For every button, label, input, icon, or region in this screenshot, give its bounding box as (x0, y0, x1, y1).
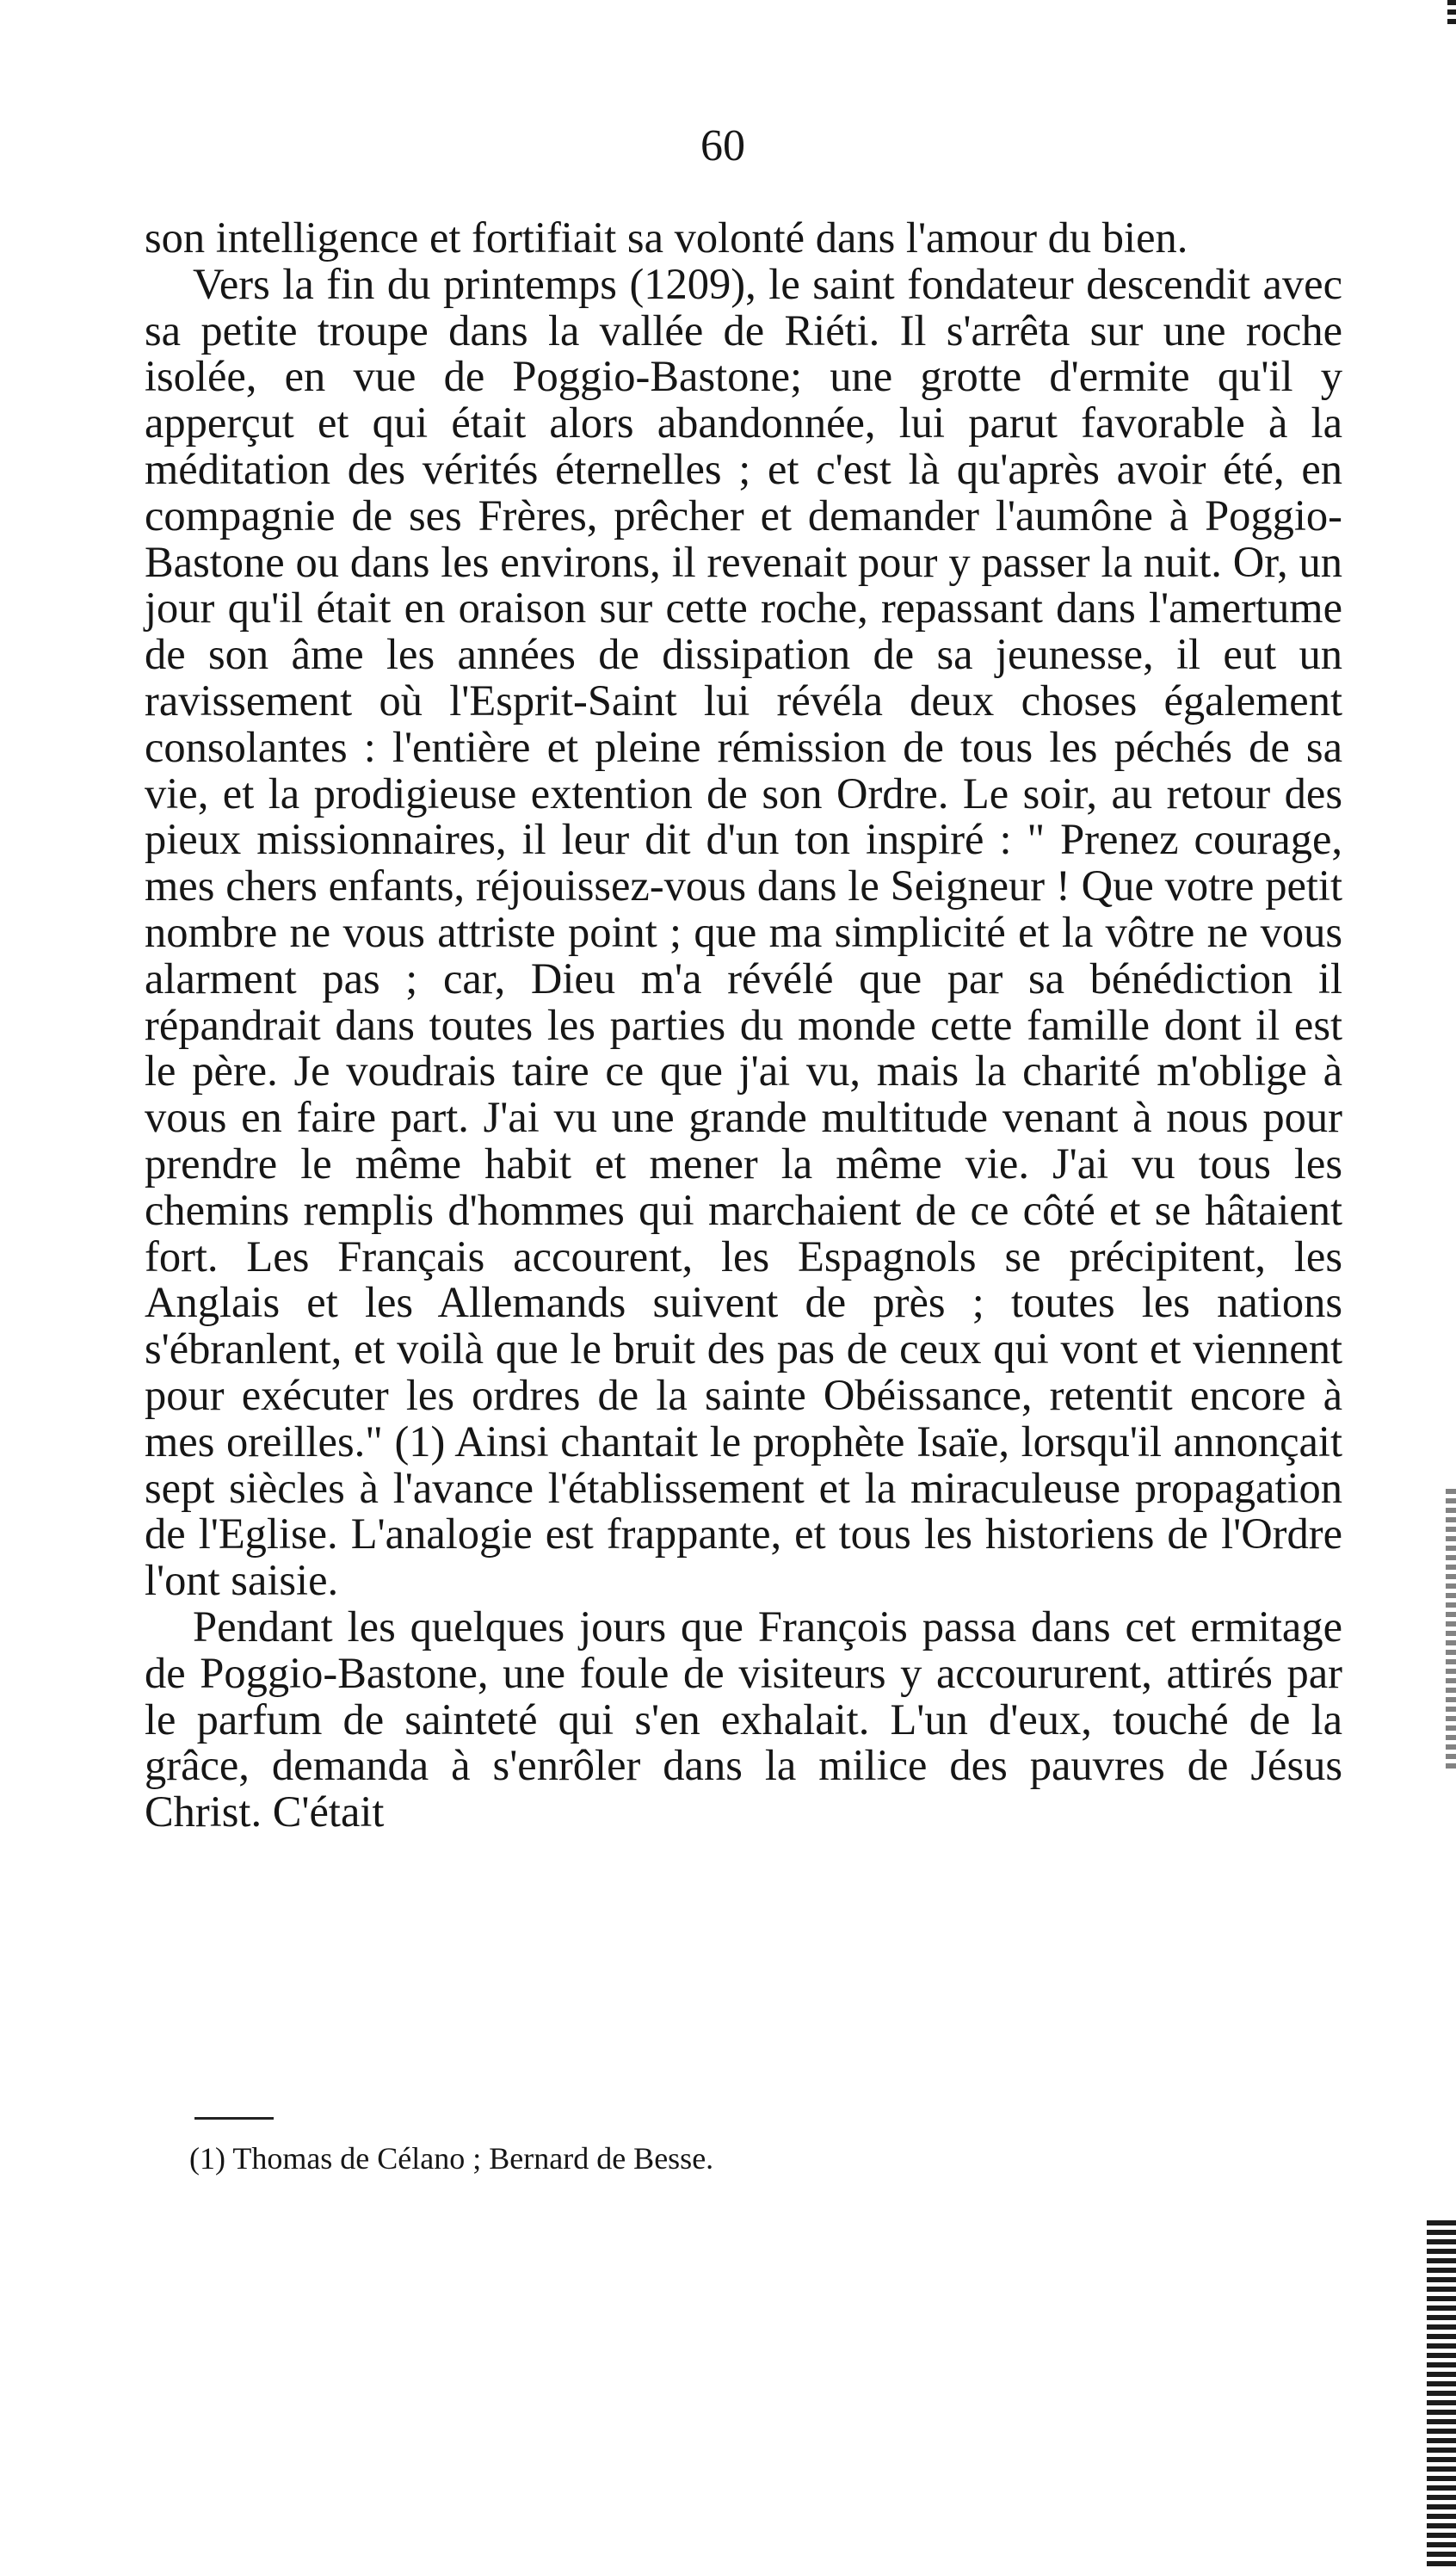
footnote: (1) Thomas de Célano ; Bernard de Besse. (189, 2141, 714, 2176)
page-edge-mark (1447, 0, 1456, 26)
page-edge-mark (1446, 1489, 1456, 1773)
footnote-divider (194, 2117, 274, 2120)
page-edge-mark (1427, 2220, 1456, 2568)
paragraph-continued: son intelligence et fortifiait sa volonté dans l'amour du bien. (145, 213, 1188, 262)
body-text (145, 215, 1342, 1836)
paragraph-vision: Vers la fin du printemps (1209), le saint fondateur descendit avec sa petite troupe dans la vallée de Riéti. Il s'arrêta sur une roche isolée, en vue de Poggio-Bastone; une grotte d'ermite qu'il y apperçut et qui était alors abandonnée, lui parut favorable à la méditation des vérités éternelles ; et c'est là qu'après avoir été, en compagnie de ses Frères, prêcher et demander l'aumône à Poggio-Bastone ou dans les environs, il revenait pour y passer la nuit. Or, un jour qu'il était en oraison sur cette roche, repassant dans l'amertume de son âme les années de dissipation de sa jeunesse, il eut un ravissement où l'Esprit-Saint lui révéla deux choses également consolantes : l'entière et pleine rémission de tous les péchés de sa vie, et la prodigieuse extention de son Ordre. Le soir, au retour des pieux missionnaires, il leur dit d'un ton inspiré : " Prenez courage, mes chers enfants, réjouissez-vous dans le Seigneur ! Que votre petit nombre ne vous attriste point ; que ma simplicité et la vôtre ne vous alarment pas ; car, Dieu m'a révélé que par sa bénédiction il répandrait dans toutes les parties du monde cette famille dont il est le père. Je voudrais taire ce que j'ai vu, mais la charité m'oblige à vous en faire part. J'ai vu une grande multitude venant à nous pour prendre le même habit et mener la même vie. J'ai vu tous les chemins remplis d'hommes qui marchaient de ce côté et se hâtaient fort. Les Français accourent, les Espagnols se précipitent, les Anglais et les Allemands suivent de près ; toutes les nations s'ébranlent, et voilà que le bruit des pas de ceux qui vont et viennent pour exécuter les ordres de la sainte Obéissance, retentit encore à mes oreilles." (1) Ainsi chantait le prophète Isaïe, lorsqu'il annonçait sept siècles à l'avance l'établissement et la miraculeuse propagation de l'Eglise. L'analogie est frappante, et tous les historiens de l'Ordre l'ont saisie. (145, 259, 1342, 1605)
paragraph-hermitage: Pendant les quelques jours que François passa dans cet ermitage de Poggio-Bastone, une foule de visiteurs y accoururent, attirés par le parfum de sainteté qui s'en exhalait. L'un d'eux, touché de la grâce, demanda à s'enrôler dans la milice des pauvres de Jésus Christ. C'était (145, 1602, 1342, 1836)
page-number: 60 (700, 121, 745, 170)
